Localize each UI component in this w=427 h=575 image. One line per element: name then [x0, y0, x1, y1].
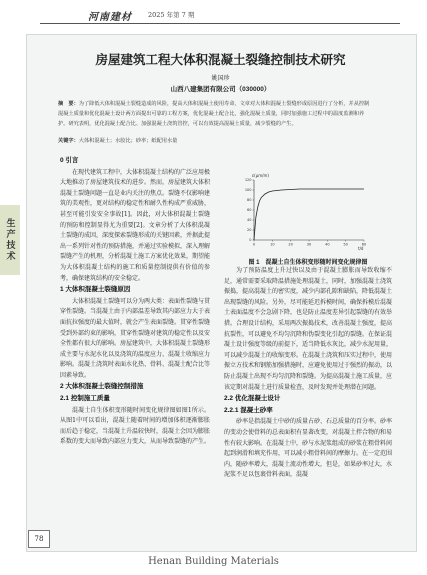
section-side-tab	[0, 205, 20, 275]
abstract	[58, 100, 374, 129]
author-affiliation: 山西八建集团有限公司（030000）	[170, 86, 271, 93]
journal-issue: 2025 年第 7 期	[148, 11, 195, 19]
side-tab-label: 生产技术	[4, 218, 15, 262]
chart-lines	[254, 189, 364, 240]
paragraph: 混凝土自生体积变形随时间变化规律图如图1所示。从图1中可以看出，混凝土随着时间的增加体积逐渐膨胀而后趋于稳定，当混凝土升温较快时，混凝土会因为膨胀系数的变大而导致内部应力变大，从而导致裂缝的产生。	[60, 406, 211, 446]
journal-header	[0, 0, 427, 30]
x-axis-label: t/d	[358, 246, 364, 251]
subsection-heading: 2.1 控制施工质量	[60, 395, 110, 403]
chart-axes	[252, 173, 367, 251]
keywords-text: 大体积混凝土；水胶比；砂率；纸配用水量	[78, 138, 178, 144]
y-tick-label: 0	[249, 238, 252, 243]
article-title: 房屋建筑工程大体积混凝土裂缝控制技术研究	[95, 52, 346, 67]
subsection-heading: 2.2.1 混凝土砂率	[224, 406, 273, 414]
journal-brand: 河南建材	[88, 12, 132, 23]
chart-ticks	[245, 178, 366, 246]
paragraph: 大体积混凝土裂缝可以分为两大类：表面性裂缝与贯穿性裂缝。当混凝土由于内部温差导致其内部应力大于表面抗拉强度的最大值时，就会产生表面裂缝。贯穿性裂缝受到外部约束的影响，贯穿性裂缝对建筑的稳定性以及安全性都有很大的影响。房屋建筑中，大体积混凝土裂缝形成主要与水泥水化以及浇筑的温度应力、混凝土收缩应力影响。混凝土浇筑时表面水化热、骨料、混凝土配合比等因素导致。	[60, 297, 211, 379]
figure-1-chart	[232, 170, 372, 252]
paragraph: 为了预防温度上升过快以及由于混凝土膨胀而导致收缩不足，通常需要采取降温措施处理混凝土，同时，加强混凝土浇筑振捣，提高混凝土的密实度，减少内部孔隙和缺陷，降低混凝土出现裂缝的风险。另外，尽可能延迟拆模时间，确保拆模后混凝土表面温度不会急剧下降，也是防止温度差异引起裂缝的有效举措。合理设计结构，采用两次振捣技术，改善混凝土强度，提高抗裂性，可以避免不均匀沉降和伪裂变化引起的裂缝。在保证混凝土设计强度等级的前提下，适当降低水灰比，减少水泥用量，可以减少混凝土的收缩变形。在混凝土浇筑和压实过程中，使用振立方技术和钢筋加强措施时，应避免使用过于强烈的振动，以防止混凝土出现不均匀沉降和裂缝。为提高混凝土施工质量，应该定期对混凝土进行质量检查，及时发现并处理潜在问题。	[224, 267, 393, 391]
section-heading: 1 大体积混凝土裂缝原因	[60, 286, 131, 294]
y-tick-label: 120	[244, 178, 252, 183]
series-line	[254, 189, 364, 240]
section-heading: 0 引言	[60, 157, 79, 164]
subsection-heading: 2.2 优化混凝土设计	[224, 395, 281, 403]
right-column	[224, 266, 392, 481]
y-tick-label: 60	[247, 208, 252, 213]
x-tick-label: 40	[325, 242, 330, 247]
y-tick-label: 20	[247, 228, 252, 233]
header-divider	[40, 23, 400, 24]
article-author: 姚国珍	[211, 75, 230, 82]
x-tick-label: 30	[306, 242, 312, 247]
paragraph: 砂率是指混凝土中砂的质量占砂、石总质量的百分率。砂率的变动会使骨料的总表面积有显著改变，对混凝土拌合物的和易性有较大影响。在混凝土中，砂与水泥浆组成的砂浆在粗骨料间起到润滑和填充作用，可以减小粗骨料间的摩擦力。在一定范围内，随砂率增大，混凝土流动性增大，但是，如果砂率过大，水泥浆不足以包裹骨料表面，混凝	[224, 418, 393, 479]
x-tick-label: 60	[361, 242, 367, 247]
abstract-label: 摘 要：	[58, 101, 79, 107]
y-axis-label: ε(μm/m)	[252, 173, 269, 178]
x-tick-label: 0	[252, 242, 256, 247]
x-tick-label: 10	[270, 242, 275, 247]
y-tick-label: 40	[247, 218, 252, 223]
left-column	[60, 155, 210, 448]
journal-footer: Henan Building Materials	[148, 556, 279, 567]
paragraph: 在现代建筑工程中，大体积混凝土结构的广泛应用极大地推动了房屋建筑技术的进步。然而，房屋建筑大体积混凝土裂缝问题一直是业内关注的焦点。裂缝不仅影响建筑的美观性，更对结构的稳定性和耐久性构成严重威胁，甚至可能引发安全事故[1]。因此，对大体积混凝土裂缝的预防和控制显得尤为重要[2]。文章分析了大体积混凝土裂缝的成因，深度探索裂缝形成的关键因素，并据此提出一系列针对性的预防措施，并通过实验模拟，深入理解裂缝产生的机理，分析混凝土施工方案优化效果，期望能为大体积混凝土结构的施工和质量控制提供有价值的参考，确保建筑结构的安全稳定。	[60, 168, 211, 282]
abstract-text: 为了降低大体积混凝土裂缝造成的风险，提高大体积混凝土使用寿命，文章对大体积混凝土裂缝形成原因进行了分析，并从控制混凝土质量和优化混凝土设计两方面提出可靠的工程方案，优化混凝土配合比，强化混凝土质量，同时加强施工过程中的温度监测和养护。研究表明，优化混凝土配合比、加强混凝土浇筑管控，可以有效提高混凝土质量，减少裂缝的产生。	[58, 101, 370, 127]
y-tick-label: 100	[244, 188, 252, 193]
section-heading: 2 大体积混凝土裂缝控制措施	[60, 383, 144, 391]
x-tick-label: 50	[343, 242, 348, 247]
figure-caption: 图 1 混凝土自生体积变形随时间变化规律图	[248, 260, 368, 266]
x-tick-label: 20	[288, 242, 293, 247]
page-number: 78	[28, 530, 50, 548]
keywords	[58, 137, 374, 144]
y-tick-label: 80	[247, 198, 252, 203]
keywords-label: 关键字：	[58, 138, 79, 144]
